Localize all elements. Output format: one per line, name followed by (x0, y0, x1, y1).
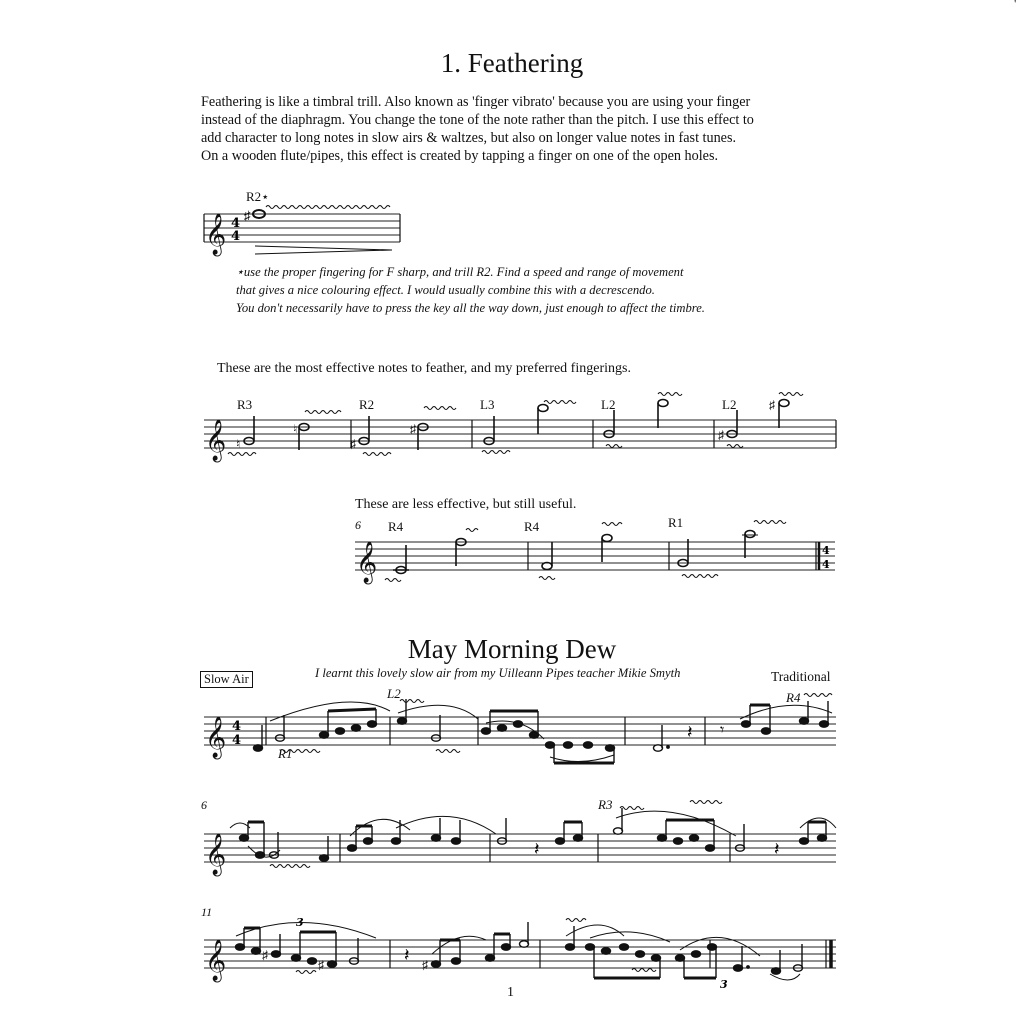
treble-clef-icon: 𝄞 (356, 542, 378, 583)
notes (240, 808, 827, 861)
treble-clef-icon: 𝄞 (205, 420, 227, 461)
svg-text:♯: ♯ (262, 948, 268, 962)
svg-text:♯: ♯ (718, 428, 724, 442)
treble-clef-icon: 𝄞 (205, 717, 227, 758)
intro-line: Feathering is like a timbral trill. Also known as 'finger vibrato' because you are using your finger (201, 94, 751, 110)
decrescendo-hairpin (255, 246, 392, 254)
treble-clef-icon: 𝄞 (205, 834, 227, 875)
svg-text:♯: ♯ (422, 958, 428, 972)
fingering-label-l3: L3 (480, 397, 495, 412)
tempo-marking: Slow Air (200, 671, 253, 688)
time-signature-top: 4 (231, 216, 241, 231)
time-signature-bottom: 4 (822, 558, 830, 571)
footnote-line: ⋆use the proper fingering for F sharp, and trill R2. Find a speed and range of movement (236, 265, 684, 279)
quarter-rest-icon: 𝄽 (687, 722, 693, 743)
intro-line: instead of the diaphragm. You change the tone of the note rather than the pitch. I use this effect to (201, 112, 754, 128)
eighth-rest-icon: 𝄾 (720, 720, 725, 739)
svg-text:♯: ♯ (769, 398, 775, 412)
feather-wavy-lines (385, 521, 786, 582)
example1-staff (200, 200, 410, 260)
quarter-rest-icon: 𝄽 (534, 839, 540, 860)
time-signature-top: 4 (232, 719, 242, 734)
tune-staff-system-3 (200, 916, 840, 993)
fingering-label-l2: L2 (387, 686, 401, 701)
svg-text:♯: ♯ (350, 437, 356, 451)
fingering-label-r1: R1 (278, 746, 293, 761)
time-signature-bottom: 4 (231, 229, 241, 244)
svg-text:♯: ♯ (410, 422, 416, 436)
treble-clef-icon: 𝄞 (205, 214, 227, 255)
fingering-label-r4: R4 (524, 519, 540, 534)
feather-wavy-lines (296, 919, 656, 974)
fingering-label-r4: R4 (786, 690, 801, 705)
intro-line: On a wooden flute/pipes, this effect is created by tapping a finger on one of the open holes. (201, 148, 719, 164)
measure-number: 11 (201, 905, 213, 919)
fingering-label-l2: L2 (722, 397, 737, 412)
footnote-line: You don't necessarily have to press the key all the way down, just enough to affect the timbre. (236, 301, 705, 315)
measure-number: 6 (201, 798, 207, 812)
svg-text:♮: ♮ (293, 422, 298, 436)
tune-subtitle: I learnt this lovely slow air from my Uilleann Pipes teacher Mikie Smyth (315, 666, 681, 680)
less-effective-caption: These are less effective, but still useful. (355, 497, 577, 512)
half-note (393, 531, 758, 574)
fingering-label-r2: R2 (359, 397, 375, 412)
feather-wavy-line (266, 206, 390, 209)
svg-text:♯: ♯ (244, 208, 251, 223)
less-effective-staff (355, 530, 845, 590)
quarter-rest-icon: 𝄽 (404, 945, 410, 966)
fingering-label-r1: R1 (668, 515, 684, 530)
footnote (236, 263, 705, 317)
staff-lines (355, 542, 835, 570)
intro-line: add character to long notes in slow airs & waltzes, but also on longer value notes in fast tunes. (201, 130, 737, 146)
svg-text:♮: ♮ (236, 437, 241, 451)
treble-clef-icon: 𝄞 (205, 940, 227, 981)
time-signature-top: 4 (822, 544, 830, 557)
intro-paragraph (201, 93, 841, 165)
fingering-label-r4: R4 (388, 519, 404, 534)
notes (236, 922, 803, 978)
half-note (236, 398, 789, 451)
fingering-label-r3: R3 (598, 797, 613, 812)
example1-fingering-label: R2⋆ (246, 189, 270, 204)
triplet-number: 3 (296, 916, 304, 929)
footnote-line: that gives a nice colouring effect. I would usually combine this with a decrescendo. (236, 283, 655, 297)
fingering-label-l2: L2 (601, 397, 616, 412)
effective-notes-caption: These are the most effective notes to feather, and my preferred fingerings. (217, 361, 631, 376)
svg-text:♯: ♯ (318, 958, 324, 972)
section-title: 1. Feathering (440, 48, 584, 78)
time-signature-bottom: 4 (232, 733, 242, 748)
fingering-label-r3: R3 (237, 397, 253, 412)
staff-lines (204, 834, 836, 862)
tune-staff-system-2 (200, 822, 840, 887)
feather-wavy-lines (228, 393, 803, 456)
tune-staff-system-1 (200, 705, 840, 770)
page-corner-mark: ' (1014, 0, 1017, 11)
tune-title: May Morning Dew (407, 634, 617, 664)
composer: Traditional (771, 669, 831, 684)
page-number: 1 (507, 985, 514, 1000)
measure-number: 6 (355, 518, 361, 532)
triplet-number: 3 (720, 978, 728, 991)
quarter-rest-icon: 𝄽 (774, 839, 780, 860)
